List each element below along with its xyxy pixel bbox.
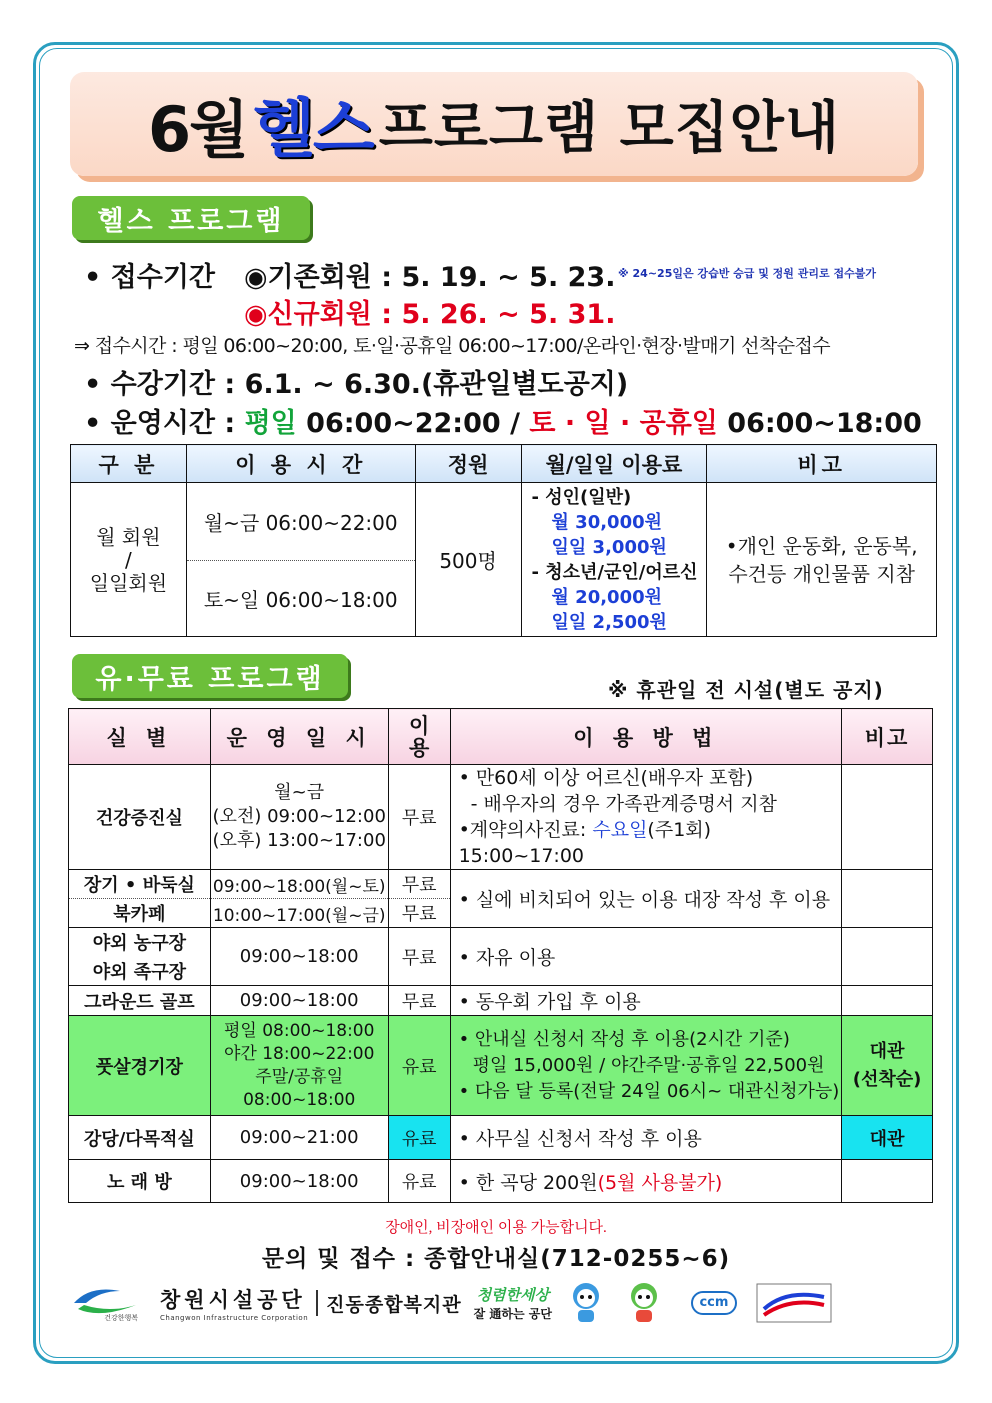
fee-futsal: 유료 xyxy=(388,1016,450,1116)
method-karaoke-a: • 한 곡당 200원 xyxy=(458,1171,598,1194)
org-emblem xyxy=(70,1283,144,1323)
title-month: 6월 xyxy=(148,92,248,166)
ccm-logo xyxy=(688,1284,740,1322)
col-note2: 비고 xyxy=(842,709,933,765)
fee-youth-month: 월 20,000원 xyxy=(551,586,663,608)
fee-golf: 무료 xyxy=(388,986,450,1016)
table-row xyxy=(69,765,933,870)
note-baduk xyxy=(842,870,933,928)
hours-karaoke: 09:00~18:00 xyxy=(210,1160,388,1203)
room-bookcafe: 북카페 xyxy=(69,899,211,928)
method-health-2: - 배우자의 경우 가족관계증명서 지참 xyxy=(470,793,777,815)
method-hall: • 사무실 신청서 작성 후 이용 xyxy=(450,1116,842,1160)
method-health-3c: (주1회) 15:00~17:00 xyxy=(458,819,712,867)
section-tag-paid-free: 유·무료 프로그램 xyxy=(72,654,348,698)
hours-futsal-2: 야간 18:00~22:00 xyxy=(223,1043,375,1064)
section-tag-health: 헬스 프로그램 xyxy=(72,196,310,240)
note-hall: 대관 xyxy=(842,1116,933,1160)
method-health-3b: 수요일 xyxy=(592,819,648,841)
fee-cell xyxy=(521,483,707,637)
accessibility-note: 장애인, 비장애인 이용 가능합니다. xyxy=(385,1220,607,1236)
title-rest: 프로그램 모집안내 xyxy=(378,96,840,161)
hours-futsal-1: 평일 08:00~18:00 xyxy=(223,1020,375,1041)
method-health xyxy=(450,765,842,870)
fee-baduk: 무료 xyxy=(388,870,450,899)
reg-time: ⇒ 접수시간 : 평일 06:00~20:00, 토·일·공휴일 06:00~17:00/온라인·현장·발매기 선착순접수 xyxy=(74,335,830,357)
category-sep: / xyxy=(125,547,132,572)
col-use xyxy=(388,709,450,765)
fee-hall: 유료 xyxy=(388,1116,450,1160)
room-health: 건강증진실 xyxy=(69,765,211,870)
fee-adult-day: 일일 3,000원 xyxy=(551,536,667,558)
mascot-blue-icon xyxy=(566,1280,606,1326)
slogan-bottom: 잘 通하는 공단 xyxy=(473,1307,552,1321)
ops-label: • 운영시간 : xyxy=(84,408,236,439)
ops-weekday: 평일 xyxy=(244,408,297,439)
method-baduk: • 실에 비치되어 있는 이용 대장 작성 후 이용 xyxy=(450,870,842,928)
course-period: • 수강기간 : 6.1. ~ 6.30.(휴관일별도공지) xyxy=(84,369,629,400)
closure-notice: ※ 휴관일 전 시설(별도 공지) xyxy=(608,678,884,702)
ccm-badge: ccm xyxy=(691,1291,737,1315)
hours-health-1: 월~금 xyxy=(274,782,325,803)
hours-hall: 09:00~21:00 xyxy=(210,1116,388,1160)
hours-bookcafe: 10:00~17:00(월~금) xyxy=(210,899,388,928)
col-note: 비고 xyxy=(707,445,937,483)
ops-weekday-time: 06:00~22:00 / xyxy=(306,408,520,439)
hours-futsal-3: 주말/공휴일 xyxy=(255,1066,344,1087)
method-health-1: • 만60세 이상 어르신(배우자 포함) xyxy=(458,767,754,789)
title-health: 헬스 xyxy=(253,93,373,167)
method-health-3 xyxy=(459,817,842,869)
room-jokgu: 야외 족구장 xyxy=(69,957,211,986)
table-header-row xyxy=(71,445,937,483)
table-row xyxy=(69,870,933,899)
method-outdoor: • 자유 이용 xyxy=(450,928,842,986)
col-fee: 월/일일 이용료 xyxy=(521,445,707,483)
fee-youth-day: 일일 2,500원 xyxy=(551,611,667,633)
footer-logos xyxy=(70,1278,936,1328)
col-hours: 운 영 일 시 xyxy=(210,709,388,765)
table-header-row xyxy=(69,709,933,765)
table-row xyxy=(69,986,933,1016)
facility-table xyxy=(68,708,933,1203)
slogan-top: 청렴한세상 xyxy=(476,1286,550,1304)
note-futsal-1: 대관 xyxy=(869,1040,905,1062)
ops-weekend-time: 06:00~18:00 xyxy=(727,408,922,439)
hours-futsal xyxy=(210,1016,388,1116)
hours-health xyxy=(210,765,388,870)
org-logo xyxy=(160,1284,308,1322)
reg-label: • 접수기간 xyxy=(84,262,215,293)
note-karaoke xyxy=(842,1160,933,1203)
note-cell xyxy=(707,483,937,637)
note-line-1: •개인 운동화, 운동복, xyxy=(725,533,918,558)
room-baduk: 장기 • 바둑실 xyxy=(69,870,211,899)
note-futsal xyxy=(842,1016,933,1116)
hours-futsal-4: 08:00~18:00 xyxy=(243,1089,356,1110)
fee-bookcafe: 무료 xyxy=(388,899,450,928)
table-row xyxy=(71,483,937,561)
method-futsal xyxy=(450,1016,842,1116)
page-title xyxy=(70,72,918,176)
table-row xyxy=(69,1160,933,1203)
col-category: 구 분 xyxy=(71,445,187,483)
fee-youth-label: - 청소년/군인/어르신 xyxy=(531,561,698,583)
note-outdoor xyxy=(842,928,933,986)
room-karaoke: 노 래 방 xyxy=(69,1160,211,1203)
col-use-2: 용 xyxy=(408,735,430,760)
note-futsal-2: (선착순) xyxy=(852,1068,922,1090)
org-name-en: Changwon Infrastructure Corporation xyxy=(160,1314,309,1322)
ops-weekend: 토 · 일 · 공휴일 xyxy=(529,408,718,439)
slogan xyxy=(474,1284,552,1322)
health-fee-table xyxy=(70,444,937,637)
col-method: 이 용 방 법 xyxy=(450,709,842,765)
table-row xyxy=(69,1116,933,1160)
col-time: 이 용 시 간 xyxy=(186,445,415,483)
divider xyxy=(316,1290,318,1316)
method-health-3a: •계약의사진료: xyxy=(458,819,593,841)
method-futsal-1: • 안내실 신청서 작성 후 이용(2시간 기준) xyxy=(458,1028,790,1050)
reg-existing: ◉기존회원 : 5. 19. ~ 5. 23. xyxy=(244,262,616,293)
ops-hours xyxy=(84,401,922,440)
note-line-2: 수건등 개인물품 지참 xyxy=(728,561,915,586)
time-weekend: 토~일 06:00~18:00 xyxy=(186,561,415,637)
emblem-text: 건강한행복 xyxy=(104,1314,138,1322)
fee-karaoke: 유료 xyxy=(388,1160,450,1203)
col-capacity: 정원 xyxy=(415,445,521,483)
certification-mark-icon xyxy=(756,1283,832,1323)
category-monthly: 월 회원 xyxy=(96,524,161,549)
org-name: 창원시설공단 xyxy=(160,1288,306,1312)
col-room: 실 별 xyxy=(69,709,211,765)
method-futsal-3: • 다음 달 등록(전달 24일 06시~ 대관신청가능) xyxy=(458,1080,840,1102)
category-daily: 일일회원 xyxy=(89,570,168,595)
method-golf: • 동우회 가입 후 이용 xyxy=(450,986,842,1016)
hours-golf: 09:00~18:00 xyxy=(210,986,388,1016)
hours-baduk: 09:00~18:00(월~토) xyxy=(210,870,388,899)
contact-info: 문의 및 접수 : 종합안내실(712-0255~6) xyxy=(261,1246,731,1272)
capacity-cell: 500명 xyxy=(415,483,521,637)
reg-note: ※ 24~25일은 강습반 승급 및 정원 관리로 접수불가 xyxy=(618,267,876,280)
room-golf: 그라운드 골프 xyxy=(69,986,211,1016)
table-row xyxy=(69,1016,933,1116)
room-hall: 강당/다목적실 xyxy=(69,1116,211,1160)
table-row xyxy=(69,928,933,957)
method-karaoke xyxy=(450,1160,842,1203)
note-golf xyxy=(842,986,933,1016)
hours-outdoor: 09:00~18:00 xyxy=(210,928,388,986)
fee-health: 무료 xyxy=(388,765,450,870)
col-use-1: 이 xyxy=(408,713,430,738)
hours-health-3: (오후) 13:00~17:00 xyxy=(212,830,386,851)
hours-health-2: (오전) 09:00~12:00 xyxy=(212,806,386,827)
branch-name: 진동종합복지관 xyxy=(326,1293,462,1316)
room-futsal: 풋살경기장 xyxy=(69,1016,211,1116)
room-basketball: 야외 농구장 xyxy=(69,928,211,957)
mascot-green-icon xyxy=(624,1280,664,1326)
method-karaoke-b: (5월 사용불가) xyxy=(597,1171,723,1194)
note-health xyxy=(842,765,933,870)
fee-adult-label: - 성인(일반) xyxy=(531,486,632,508)
time-weekday: 월~금 06:00~22:00 xyxy=(186,483,415,561)
fee-outdoor: 무료 xyxy=(388,928,450,986)
category-cell xyxy=(71,483,187,637)
method-futsal-2: 평일 15,000원 / 야간주말·공휴일 22,500원 xyxy=(472,1054,825,1076)
reg-new: ◉신규회원 : 5. 26. ~ 5. 31. xyxy=(244,299,616,330)
fee-adult-month: 월 30,000원 xyxy=(551,511,663,533)
